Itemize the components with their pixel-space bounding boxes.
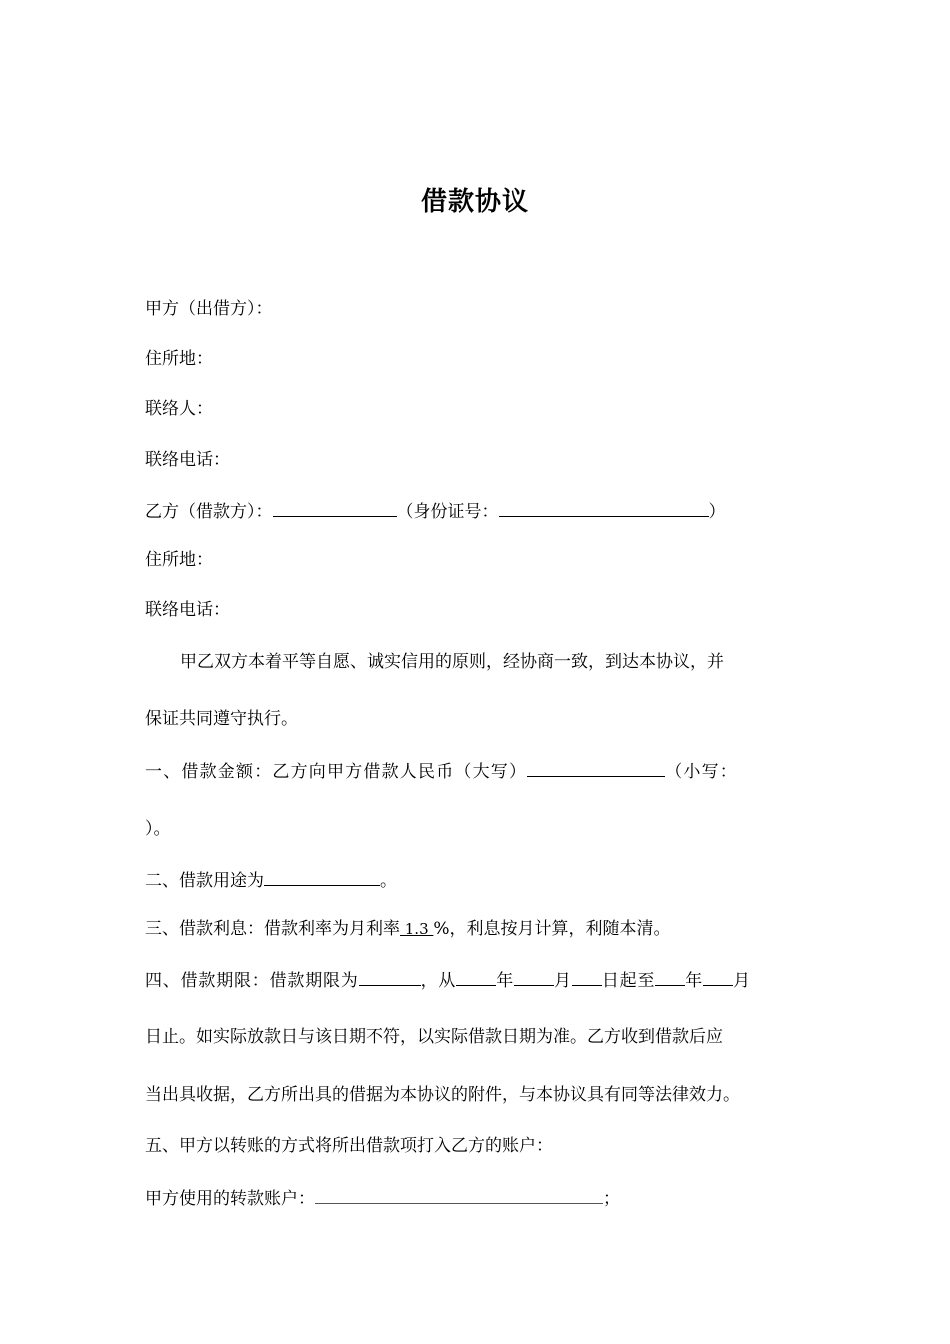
party-a-label: 甲方（出借方）： (145, 299, 273, 319)
transfer-account-end: ； (603, 1189, 620, 1209)
amount-uppercase-blank[interactable] (527, 758, 665, 777)
transfer-account-label: 甲方使用的转款账户： (145, 1189, 315, 1209)
clause-4-day-to: 日起至 (601, 971, 656, 991)
transfer-account-line (145, 1185, 620, 1211)
party-a-address: 住所地： (145, 349, 213, 369)
clause-1-prefix: 一、借款金额：乙方向甲方借款人民币（大写） (145, 762, 528, 782)
end-year-blank[interactable] (655, 967, 685, 986)
clause-4-month-2: 月 (733, 971, 751, 991)
party-b-name-blank[interactable] (273, 498, 397, 517)
clause-2-prefix: 二、借款用途为 (145, 871, 264, 891)
clause-3 (145, 917, 671, 941)
party-b-label: 乙方（借款方）： (145, 502, 273, 522)
party-a-phone: 联络电话： (145, 450, 230, 470)
clause-1-line-1 (145, 758, 738, 784)
party-b-address: 住所地： (145, 550, 213, 570)
preamble-line-2: 保证共同遵守执行。 (145, 709, 298, 729)
clause-3-suffix: %，利息按月计算，利随本清。 (433, 919, 671, 939)
interest-rate-value: 1.3 (400, 920, 434, 938)
party-b-id-close: ） (708, 502, 726, 522)
clause-2 (145, 867, 397, 893)
term-blank[interactable] (359, 967, 421, 986)
clause-4-month: 月 (554, 971, 572, 991)
clause-3-prefix: 三、借款利息：借款利率为月利率 (145, 919, 400, 939)
transfer-account-blank[interactable] (315, 1185, 603, 1204)
start-year-blank[interactable] (456, 967, 496, 986)
party-b-phone: 联络电话： (145, 600, 230, 620)
clause-4-line-1 (145, 967, 751, 993)
end-month-blank[interactable] (703, 967, 733, 986)
start-day-blank[interactable] (572, 967, 602, 986)
clause-1-suffix: （小写： (665, 762, 739, 782)
clause-4-prefix: 四、借款期限：借款期限为 (145, 971, 359, 991)
clause-4-year: 年 (496, 971, 515, 991)
start-month-blank[interactable] (514, 967, 554, 986)
preamble-line-1: 甲乙双方本着平等自愿、诚实信用的原则，经协商一致，到达本协议，并 (180, 652, 724, 672)
clause-4-line-3: 当出具收据，乙方所出具的借据为本协议的附件，与本协议具有同等法律效力。 (145, 1085, 740, 1105)
clause-4-from: ，从 (420, 971, 457, 991)
party-b-id-open: （身份证号： (396, 502, 499, 522)
clause-2-suffix: 。 (380, 871, 397, 891)
clause-4-line-2: 日止。如实际放款日与该日期不符，以实际借款日期为准。乙方收到借款后应 (145, 1027, 723, 1047)
page-title: 借款协议 (420, 187, 529, 217)
party-b-id-blank[interactable] (499, 498, 709, 517)
clause-1-line-2: ）。 (145, 819, 171, 839)
party-a-contact: 联络人： (145, 399, 213, 419)
clause-4-year-2: 年 (685, 971, 704, 991)
purpose-blank[interactable] (264, 867, 380, 886)
clause-5: 五、甲方以转账的方式将所出借款项打入乙方的账户： (145, 1136, 553, 1156)
party-b-line (145, 498, 726, 524)
